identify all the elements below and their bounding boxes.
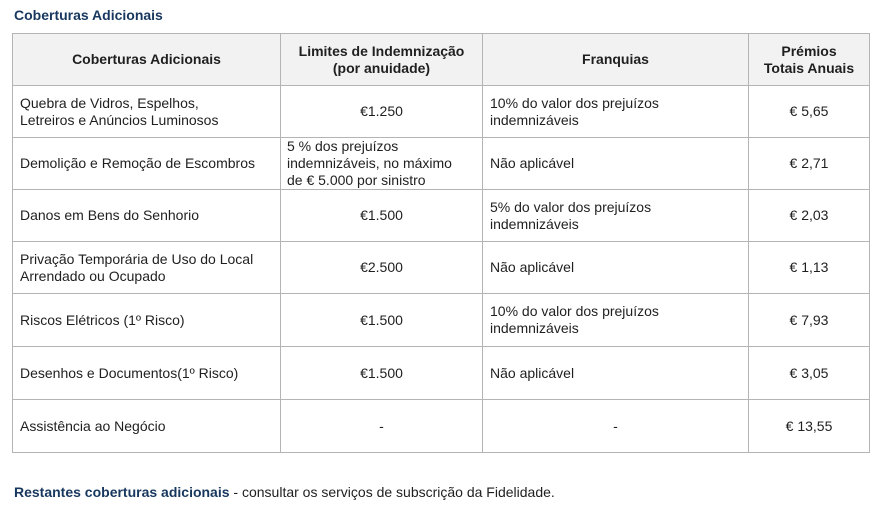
header-limits-label: Limites de Indemnização <box>298 42 465 59</box>
coverage-name-cont: Letreiros e Anúncios Luminosos <box>20 111 219 128</box>
header-coverage <box>13 34 281 86</box>
premium-cell <box>749 347 870 400</box>
limit-cell <box>281 347 483 400</box>
premium-cell <box>749 400 870 453</box>
deductible-value: - <box>613 417 618 434</box>
limit-cell <box>281 400 483 453</box>
header-coverage-label: Coberturas Adicionais <box>72 51 221 67</box>
coverage-cell <box>13 190 281 242</box>
deductible-cell <box>483 242 749 294</box>
footer-note-emphasis: Restantes coberturas adicionais <box>14 484 230 500</box>
premium-cell <box>749 242 870 294</box>
limit-value: €1.250 <box>360 103 403 119</box>
premium-value: € 2,71 <box>789 155 829 171</box>
limit-value: - <box>379 417 384 434</box>
header-deductibles-label: Franquias <box>582 51 649 67</box>
deductible-value-cont: indemnizáveis <box>490 215 579 232</box>
limit-cell <box>281 138 483 190</box>
premium-value: € 5,65 <box>789 103 829 119</box>
deductible-cell <box>483 294 749 347</box>
header-deductibles <box>483 34 749 86</box>
premium-value: € 2,03 <box>789 207 829 223</box>
deductible-value: 10% do valor dos prejuízos <box>490 303 659 319</box>
deductible-cell <box>483 138 749 190</box>
header-premiums-sublabel: Totais Anuais <box>763 59 855 76</box>
coverages-table <box>12 33 870 453</box>
deductible-value: Não aplicável <box>490 364 575 381</box>
table-row <box>13 242 870 294</box>
premium-value: € 1,13 <box>789 259 829 275</box>
table-row <box>13 86 870 138</box>
deductible-value-cont: indemnizáveis <box>490 320 579 336</box>
coverage-cell <box>13 294 281 347</box>
table-row <box>13 138 870 190</box>
deductible-value-cont: indemnizáveis <box>490 111 579 128</box>
table-row <box>13 294 870 347</box>
limit-cell <box>281 190 483 242</box>
limit-value: €1.500 <box>360 364 403 381</box>
coverage-name: Quebra de Vidros, Espelhos, <box>20 94 199 111</box>
premium-value: € 7,93 <box>789 311 829 328</box>
deductible-cell <box>483 190 749 242</box>
coverage-name: Assistência ao Negócio <box>20 417 166 434</box>
table-header-row <box>13 34 870 86</box>
limit-cell <box>281 242 483 294</box>
coverage-name: Desenhos e Documentos(1º Risco) <box>20 364 239 381</box>
premium-cell <box>749 294 870 347</box>
coverage-name: Demolição e Remoção de Escombros <box>20 155 255 171</box>
limit-cell <box>281 294 483 347</box>
footer-note-text: - consultar os serviços de subscrição da Fidelidade. <box>229 484 555 500</box>
limit-value-cont: indemnizáveis, no máximo <box>287 155 452 171</box>
table-row <box>13 347 870 400</box>
coverage-name: Danos em Bens do Senhorio <box>20 207 199 223</box>
limit-cell <box>281 86 483 138</box>
premium-value: € 13,55 <box>785 417 833 434</box>
deductible-cell <box>483 347 749 400</box>
header-limits-sublabel: (por anuidade) <box>332 59 431 76</box>
table-row <box>13 400 870 453</box>
premium-cell <box>749 190 870 242</box>
coverage-cell <box>13 138 281 190</box>
deductible-value: 10% do valor dos prejuízos <box>490 94 659 111</box>
premium-value: € 3,05 <box>789 364 829 381</box>
header-premiums <box>749 34 870 86</box>
footer-note <box>14 484 555 500</box>
header-limits <box>281 34 483 86</box>
header-premiums-label: Prémios <box>781 42 837 59</box>
deductible-cell <box>483 400 749 453</box>
limit-value: €1.500 <box>360 311 403 328</box>
limit-value-cont: de € 5.000 por sinistro <box>287 172 426 188</box>
limit-value: 5 % dos prejuízos <box>287 138 399 154</box>
coverage-name-cont: Arrendado ou Ocupado <box>20 267 166 284</box>
premium-cell <box>749 138 870 190</box>
premium-cell <box>749 86 870 138</box>
coverage-cell <box>13 86 281 138</box>
deductible-value: Não aplicável <box>490 259 575 275</box>
deductible-value: 5% do valor dos prejuízos <box>490 198 652 215</box>
limit-value: €2.500 <box>360 259 403 275</box>
coverage-cell <box>13 400 281 453</box>
limit-value: €1.500 <box>360 207 403 223</box>
coverage-cell <box>13 242 281 294</box>
coverage-name: Privação Temporária de Uso do Local <box>20 250 254 267</box>
table-row <box>13 190 870 242</box>
deductible-cell <box>483 86 749 138</box>
section-title: Coberturas Adicionais <box>14 7 163 23</box>
coverage-name: Riscos Elétricos (1º Risco) <box>20 311 185 328</box>
coverage-cell <box>13 347 281 400</box>
deductible-value: Não aplicável <box>490 155 575 171</box>
